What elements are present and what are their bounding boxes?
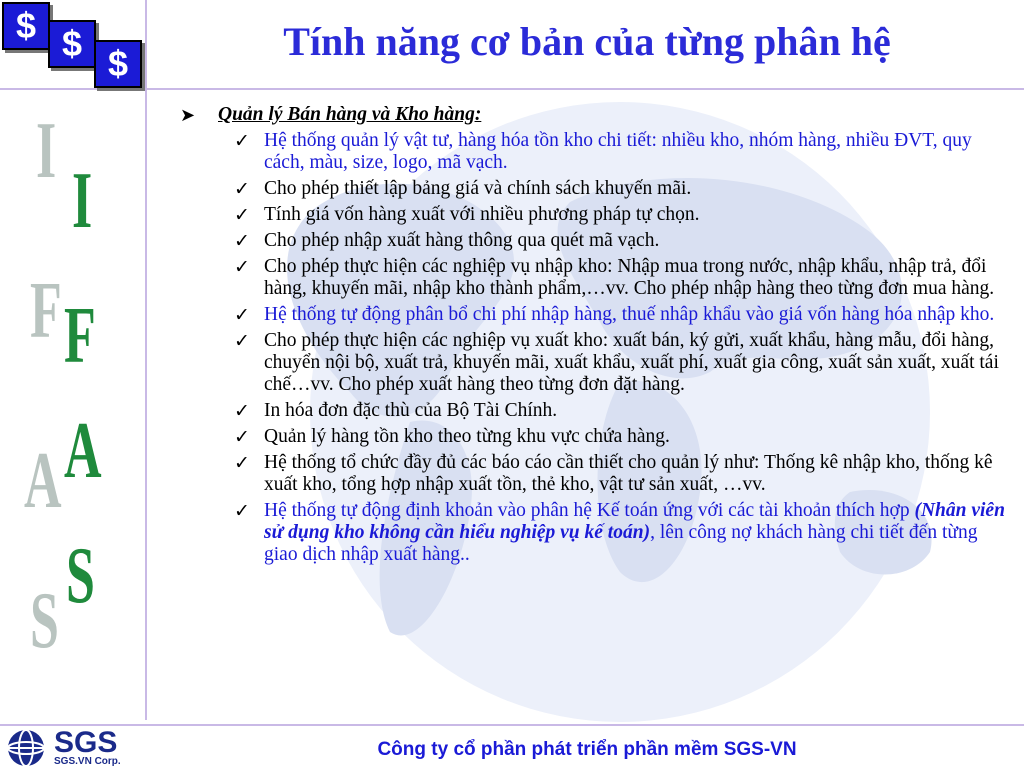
green-letter-s: S	[66, 532, 95, 621]
bottom-divider	[0, 724, 1024, 726]
slide-title: Tính năng cơ bản của từng phân hệ	[283, 19, 891, 64]
sgs-logo	[0, 726, 150, 768]
list-item-text: Cho phép thực hiện các nghiệp vụ xuất kho: xuất bán, ký gửi, xuất khẩu, hàng mẫu, đổi hàng, chuyển nội bộ, xuất trả, khuyến mãi, xuất khẩu, xuất phí, xuất gia công, xuất sản xuất, xuất tái chế…vv. Cho phép xuất hàng theo từng đơn đặt hàng.	[264, 330, 999, 395]
checkmark-icon: ✓	[234, 230, 250, 252]
green-letter-f: F	[64, 292, 96, 381]
checkmark-icon: ✓	[234, 304, 250, 326]
list-item	[228, 426, 1015, 448]
dollar-icon: $	[94, 40, 142, 88]
ghost-letter-a: A	[24, 437, 62, 526]
ghost-letter-i: I	[36, 107, 57, 196]
list-item-text: Cho phép nhập xuất hàng thông qua quét mã vạch.	[264, 230, 660, 251]
list-item	[228, 330, 1015, 396]
list-item-text: Hệ thống quản lý vật tư, hàng hóa tồn kho chi tiết: nhiều kho, nhóm hàng, nhiều ĐVT, quy cách, màu, size, logo, mã vạch.	[264, 130, 972, 173]
list-item	[228, 256, 1015, 300]
green-letter-i: I	[72, 157, 93, 246]
list-item-text: Quản lý hàng tồn kho theo từng khu vực chứa hàng.	[264, 426, 670, 447]
section-heading	[180, 104, 1015, 126]
arrow-bullet-icon: ➤	[180, 105, 196, 125]
list-item	[228, 178, 1015, 200]
list-item-text: In hóa đơn đặc thù của Bộ Tài Chính.	[264, 400, 558, 421]
checkmark-icon: ✓	[234, 500, 250, 522]
ifas-letters	[0, 92, 145, 722]
vertical-divider	[145, 0, 147, 720]
checkmark-icon: ✓	[234, 204, 250, 226]
dollar-icon: $	[2, 2, 50, 50]
footer-company: Công ty cổ phần phát triển phần mềm SGS-VN	[377, 739, 797, 760]
green-letter-a: A	[64, 407, 102, 496]
list-item	[228, 304, 1015, 326]
list-item-text: Hệ thống tự động định khoản vào phân hệ Kế toán ứng với các tài khoản thích hợp	[264, 500, 915, 521]
checkmark-icon: ✓	[234, 400, 250, 422]
logo-subtext: SGS.VN Corp.	[54, 756, 121, 767]
list-item	[228, 130, 1015, 174]
list-item-text: Tính giá vốn hàng xuất với nhiều phương pháp tự chọn.	[264, 204, 700, 225]
slide-content	[180, 104, 1015, 570]
list-item-text: Hệ thống tổ chức đầy đủ các báo cáo cần thiết cho quản lý như: Thống kê nhập kho, thống kê xuất kho, tổng hợp nhập xuất tồn, thẻ kho, vật tư sản xuất, …vv.	[264, 452, 993, 495]
section-title: Quản lý Bán hàng và Kho hàng:	[218, 104, 482, 125]
globe-icon	[4, 728, 50, 768]
dollar-logo	[0, 0, 150, 88]
checkmark-icon: ✓	[234, 426, 250, 448]
list-item	[228, 452, 1015, 496]
list-item	[228, 500, 1015, 566]
list-item-emphasis: (Nhân viên sử dụng kho không cần hiểu nghiệp vụ kế toán)	[264, 500, 1005, 543]
list-item	[228, 400, 1015, 422]
checkmark-icon: ✓	[234, 256, 250, 278]
list-item	[228, 230, 1015, 252]
ghost-letter-f: F	[30, 267, 62, 356]
list-item-text: , lên công nợ khách hàng chi tiết đến từng giao dịch nhập xuất hàng..	[264, 522, 978, 565]
checkmark-icon: ✓	[234, 178, 250, 200]
feature-list	[180, 130, 1015, 566]
checkmark-icon: ✓	[234, 130, 250, 152]
list-item-text: Cho phép thực hiện các nghiệp vụ nhập kho: Nhập mua trong nước, nhập khẩu, nhập trả, đổi hàng, khuyến mãi, nhập kho thành phẩm,…vv. Cho phép nhập hàng theo từng đơn mua hàng.	[264, 256, 995, 299]
checkmark-icon: ✓	[234, 452, 250, 474]
list-item-text: Cho phép thiết lập bảng giá và chính sách khuyến mãi.	[264, 178, 692, 199]
list-item-text: Hệ thống tự động phân bổ chi phí nhập hàng, thuế nhâp khẩu vào giá vốn hàng hóa nhập kho.	[264, 304, 995, 325]
logo-wordmark: SGS	[54, 726, 118, 759]
top-divider	[0, 88, 1024, 90]
checkmark-icon: ✓	[234, 330, 250, 352]
list-item	[228, 204, 1015, 226]
ghost-letter-s: S	[30, 577, 59, 666]
dollar-icon: $	[48, 20, 96, 68]
